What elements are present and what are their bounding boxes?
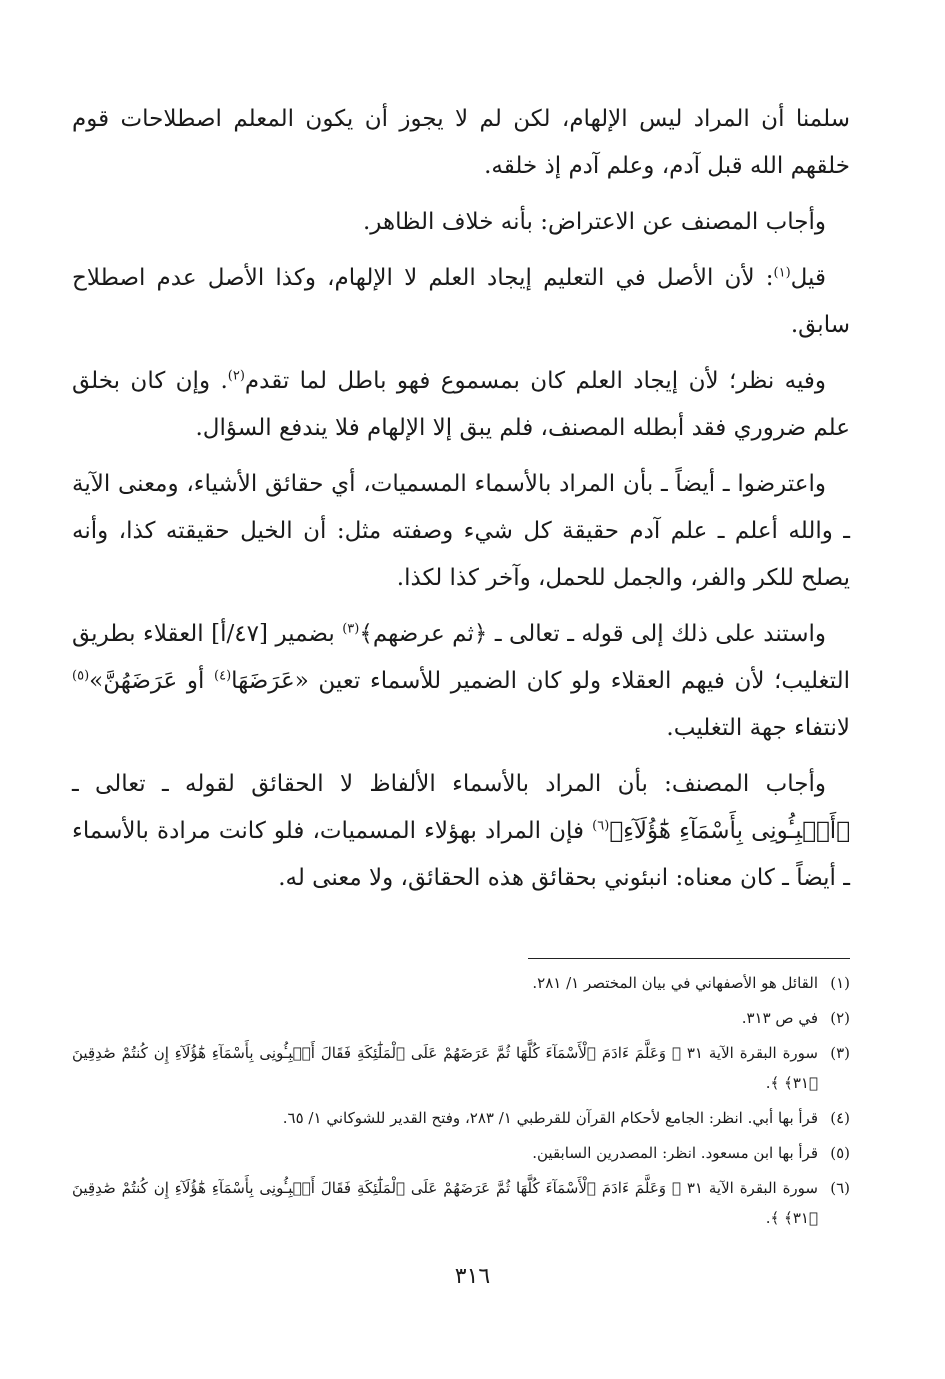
- footnote-ref-3: (٣): [342, 621, 360, 637]
- footnote-number: (٥): [830, 1144, 850, 1162]
- page-number: ٣١٦: [454, 1264, 491, 1289]
- footnote-text: سورة البقرة الآية ٣١ ﴿ وَعَلَّمَ ءَادَمَ ٱلْأَسْمَآءَ كُلَّهَا ثُمَّ عَرَضَهُمْ عَلَى ٱلْمَلَٰٓئِكَةِ فَقَالَ أَنۢبِـُٔونِى بِأَسْمَآءِ هَٰٓؤُلَآءِ إِن كُنتُمْ صَٰدِقِينَ ﴿٣١﴾ ﴾.: [72, 1044, 818, 1092]
- footnote-2: [72, 1003, 850, 1033]
- footnote-1: [72, 968, 850, 998]
- footnote-ref-2: (٢): [227, 368, 245, 384]
- main-text: [72, 96, 850, 911]
- footnote-number: (١): [830, 974, 850, 992]
- footnote-text: قرأ بها ابن مسعود. انظر: المصدرين السابقين.: [532, 1144, 818, 1162]
- footnote-number: (٣): [830, 1044, 850, 1062]
- footnote-text: القائل هو الأصفهاني في بيان المختصر ١/ ٢٨١.: [532, 974, 818, 992]
- footnote-ref-4: (٤): [214, 668, 232, 684]
- footnote-6: [72, 1173, 850, 1233]
- footnote-5: [72, 1138, 850, 1168]
- footnotes: [72, 968, 850, 1238]
- footnote-number: (٢): [830, 1009, 850, 1027]
- footnote-ref-1: (١): [773, 265, 791, 281]
- footnote-number: (٦): [830, 1179, 850, 1197]
- footnote-4: [72, 1103, 850, 1133]
- footnote-ref-5: (٥): [72, 668, 90, 684]
- footnote-ref-6: (٦): [592, 818, 610, 834]
- paragraph-3: قيل$^{(١)}$: لأن الأصل في التعليم إيجاد العلم لا الإلهام، وكذا الأصل عدم اصطلاح سابق.: [72, 265, 850, 338]
- footnote-text: في ص ٣١٣.: [741, 1009, 818, 1027]
- paragraph-6: واستند على ذلك إلى قوله ـ تعالى ـ ﴿ثم عرضهم﴾$^{(٣)}$ بضمير [٤٧/أ] العقلاء بطريق التغليب؛ لأن فيهم العقلاء ولو كان الضمير للأسماء تعين «عَرَضَهَا$^{(٤)}$ أو عَرَضَهُنَّ»$^{(٥)}$ لانتفاء جهة التغليب.: [72, 621, 850, 741]
- paragraph-4: وفيه نظر؛ لأن إيجاد العلم كان بمسموع فهو باطل لما تقدم$^{(٢)}$. وإن كان بخلق علم ضروري فقد أبطله المصنف، فلم يبق إلا الإلهام فلا يندفع السؤال.: [72, 368, 850, 441]
- footnote-3: [72, 1038, 850, 1098]
- footnote-text: سورة البقرة الآية ٣١ ﴿ وَعَلَّمَ ءَادَمَ ٱلْأَسْمَآءَ كُلَّهَا ثُمَّ عَرَضَهُمْ عَلَى ٱلْمَلَٰٓئِكَةِ فَقَالَ أَنۢبِـُٔونِى بِأَسْمَآءِ هَٰٓؤُلَآءِ إِن كُنتُمْ صَٰدِقِينَ ﴿٣١﴾ ﴾.: [72, 1179, 818, 1227]
- footnote-text: قرأ بها أبي. انظر: الجامع لأحكام القرآن للقرطبي ١/ ٢٨٣، وفتح القدير للشوكاني ١/ ٦٥.: [282, 1109, 818, 1127]
- footnote-number: (٤): [830, 1109, 850, 1127]
- paragraph-5: واعترضوا ـ أيضاً ـ بأن المراد بالأسماء المسميات، أي حقائق الأشياء، ومعنى الآية ـ والله أعلم ـ علم آدم حقيقة كل شيء وصفته مثل: أن الخيل حقيقته كذا، وأنه يصلح للكر والفر، والجمل للحمل، وآخر كذا لكذا.: [72, 471, 850, 591]
- footnote-divider: [528, 958, 850, 959]
- paragraph-7: وأجاب المصنف: بأن المراد بالأسماء الألفاظ لا الحقائق لقوله ـ تعالى ـ ﴿أَنۢبِـُٔونِى بِأَسْمَآءِ هَٰٓؤُلَآءِ﴾$^{(٦)}$ فإن المراد بهؤلاء المسميات، فلو كانت مرادة بالأسماء ـ أيضاً ـ كان معناه: انبئوني بحقائق هذه الحقائق، ولا معنى له.: [72, 771, 850, 891]
- paragraph-1: سلمنا أن المراد ليس الإلهام، لكن لم لا يجوز أن يكون المعلم اصطلاحات قوم خلقهم الله قبل آدم، وعلم آدم إذ خلقه.: [72, 106, 850, 179]
- paragraph-2: وأجاب المصنف عن الاعتراض: بأنه خلاف الظاهر.: [363, 209, 826, 235]
